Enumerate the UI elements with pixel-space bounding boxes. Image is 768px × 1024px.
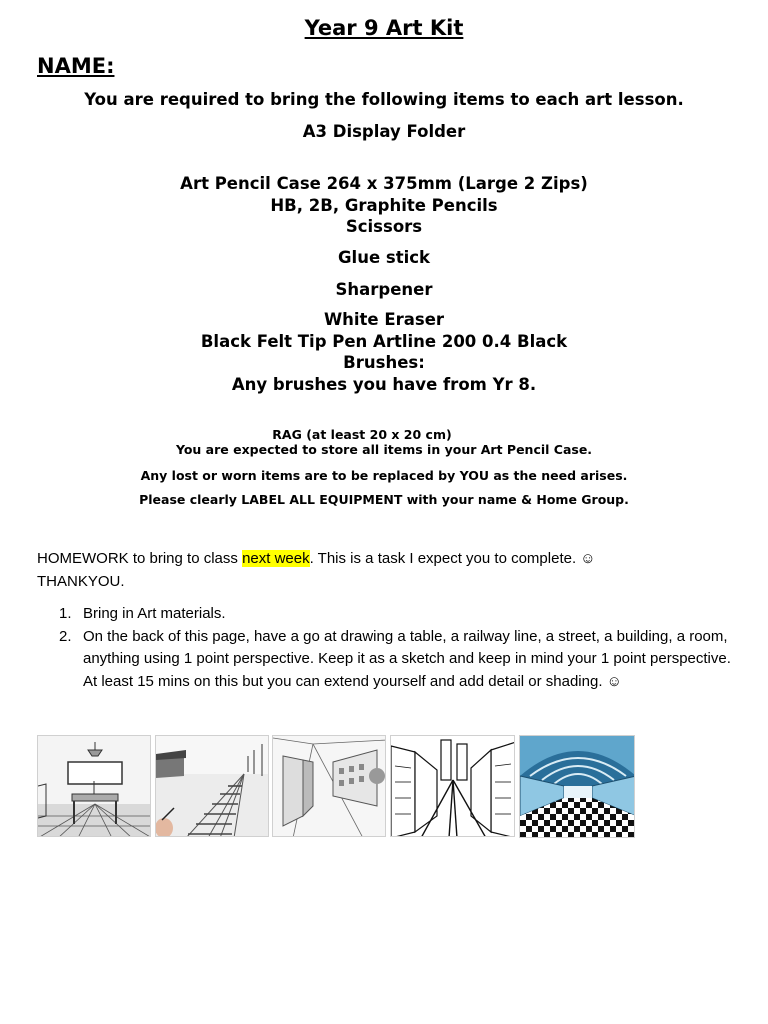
street-perspective-image: [272, 735, 386, 837]
homework-highlight: next week: [242, 550, 310, 567]
task-number: 1.: [59, 605, 72, 622]
homework-tail: . This is a task I expect you to complete. ☺: [309, 550, 596, 567]
page-title: Year 9 Art Kit: [304, 16, 464, 40]
task-list: [37, 603, 737, 693]
note-label: Please clearly LABEL ALL EQUIPMENT with your name & Home Group.: [139, 492, 629, 507]
name-label: NAME:: [37, 54, 115, 78]
item-a3-folder: A3 Display Folder: [302, 122, 466, 141]
homework-paragraph: [37, 548, 737, 593]
item-brushes-detail: Any brushes you have from Yr 8.: [231, 375, 537, 394]
task-text: On the back of this page, have a go at drawing a table, a railway line, a street, a building, a room, anything using 1 point perspective. Keep it as a sketch and keep in mind your 1 point perspective. At least 15 mins on this but you can extend yourself and add detail or shading. ☺: [83, 627, 731, 690]
item-graphite-pencils: HB, 2B, Graphite Pencils: [270, 196, 498, 215]
item-felt-tip-pen: Black Felt Tip Pen Artline 200 0.4 Black: [200, 332, 568, 351]
task-text: Bring in Art materials.: [83, 605, 226, 622]
task-number: 2.: [59, 627, 72, 645]
note-rag: RAG (at least 20 x 20 cm): [272, 427, 452, 442]
homework-thanks: THANKYOU.: [37, 572, 125, 590]
homework-intro: HOMEWORK to bring to class: [37, 550, 243, 567]
list-item: [37, 603, 737, 626]
room-table-perspective-image: [37, 735, 151, 837]
item-scissors: Scissors: [345, 217, 423, 236]
item-sharpener: Sharpener: [335, 280, 433, 299]
item-glue-stick: Glue stick: [338, 248, 430, 267]
item-pencil-case: Art Pencil Case 264 x 375mm (Large 2 Zips): [180, 174, 588, 193]
requirement-text: You are required to bring the following items to each art lesson.: [84, 90, 684, 109]
tunnel-perspective-image: [519, 735, 635, 838]
note-store: You are expected to store all items in your Art Pencil Case.: [175, 442, 593, 457]
note-replace: Any lost or worn items are to be replaced by YOU as the need arises.: [140, 468, 628, 483]
city-street-perspective-image: [390, 735, 515, 837]
item-brushes-label: Brushes:: [343, 353, 425, 372]
list-item: [37, 626, 737, 694]
item-white-eraser: White Eraser: [323, 310, 445, 329]
railway-perspective-image: [155, 735, 269, 837]
